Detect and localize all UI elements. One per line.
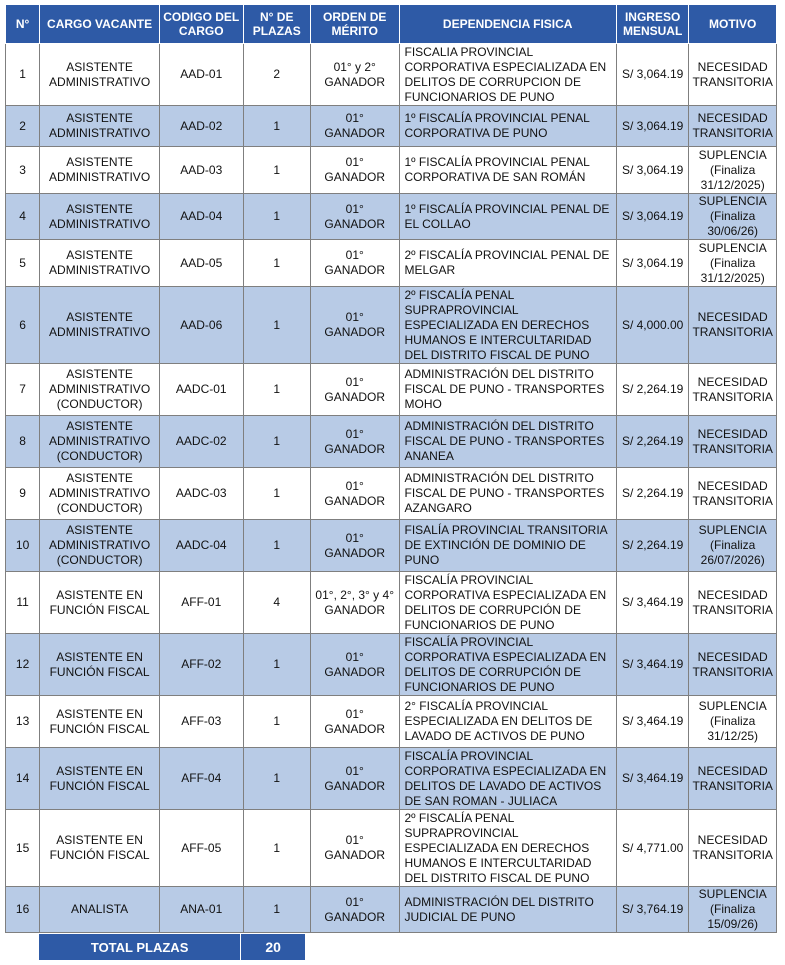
cell-motivo: NECESIDAD TRANSITORIA bbox=[689, 572, 777, 634]
cell-plazas: 1 bbox=[243, 810, 310, 887]
cell-plazas: 4 bbox=[243, 572, 310, 634]
header-ingreso: INGRESO MENSUAL bbox=[616, 5, 688, 44]
cell-orden: 01°, 2°, 3° y 4° GANADOR bbox=[310, 572, 399, 634]
cell-dependencia: FISCALÍA PROVINCIAL CORPORATIVA ESPECIALIZADA EN DELITOS DE CORRUPCIÓN DE FUNCIONARIOS DE PUNO bbox=[399, 572, 616, 634]
cell-dependencia: 1º FISCALÍA PROVINCIAL PENAL CORPORATIVA DE PUNO bbox=[399, 106, 616, 147]
cell-codigo: AADC-03 bbox=[159, 468, 243, 520]
cell-codigo: AFF-05 bbox=[159, 810, 243, 887]
cell-plazas: 1 bbox=[243, 287, 310, 364]
cell-cargo: ASISTENTE ADMINISTRATIVO bbox=[40, 287, 160, 364]
cell-num: 1 bbox=[6, 44, 40, 106]
cell-ingreso: S/ 3,464.19 bbox=[616, 696, 688, 748]
total-plazas-bar bbox=[39, 934, 305, 960]
cell-motivo: NECESIDAD TRANSITORIA bbox=[689, 364, 777, 416]
total-plazas-value: 20 bbox=[241, 934, 305, 960]
cell-motivo: SUPLENCIA (Finaliza 15/09/26) bbox=[689, 887, 777, 933]
header-dependencia: DEPENDENCIA FISICA bbox=[399, 5, 616, 44]
cell-codigo: AAD-06 bbox=[159, 287, 243, 364]
table-row bbox=[6, 287, 777, 364]
cell-plazas: 1 bbox=[243, 887, 310, 933]
cell-ingreso: S/ 3,064.19 bbox=[616, 194, 688, 240]
cell-dependencia: 1º FISCALÍA PROVINCIAL PENAL CORPORATIVA DE SAN ROMÁN bbox=[399, 147, 616, 194]
cell-cargo: ASISTENTE ADMINISTRATIVO bbox=[40, 147, 160, 194]
cell-dependencia: FISALÍA PROVINCIAL TRANSITORIA DE EXTINCIÓN DE DOMINIO DE PUNO bbox=[399, 520, 616, 572]
cell-motivo: NECESIDAD TRANSITORIA bbox=[689, 748, 777, 810]
table-row bbox=[6, 468, 777, 520]
cell-orden: 01° GANADOR bbox=[310, 416, 399, 468]
cell-ingreso: S/ 2,264.19 bbox=[616, 520, 688, 572]
cell-cargo: ASISTENTE ADMINISTRATIVO bbox=[40, 240, 160, 287]
table-row bbox=[6, 240, 777, 287]
cell-ingreso: S/ 3,064.19 bbox=[616, 240, 688, 287]
cell-orden: 01° GANADOR bbox=[310, 364, 399, 416]
cell-orden: 01° GANADOR bbox=[310, 106, 399, 147]
cell-orden: 01° GANADOR bbox=[310, 287, 399, 364]
cell-plazas: 1 bbox=[243, 520, 310, 572]
cell-dependencia: FISCALÍA PROVINCIAL CORPORATIVA ESPECIALIZADA EN DELITOS DE CORRUPCIÓN DE FUNCIONARIOS DE PUNO bbox=[399, 634, 616, 696]
cell-plazas: 2 bbox=[243, 44, 310, 106]
cell-dependencia: 2º FISCALÍA PENAL SUPRAPROVINCIAL ESPECIALIZADA EN DERECHOS HUMANOS E INTERCULTARIDAD DEL DISTRITO FISCAL DE PUNO bbox=[399, 810, 616, 887]
cell-motivo: NECESIDAD TRANSITORIA bbox=[689, 468, 777, 520]
table-row bbox=[6, 364, 777, 416]
cell-orden: 01° GANADOR bbox=[310, 810, 399, 887]
cell-dependencia: 2° FISCALÍA PROVINCIAL ESPECIALIZADA EN DELITOS DE LAVADO DE ACTIVOS DE PUNO bbox=[399, 696, 616, 748]
cell-motivo: SUPLENCIA (Finaliza 31/12/2025) bbox=[689, 147, 777, 194]
cell-codigo: AADC-04 bbox=[159, 520, 243, 572]
cell-cargo: ANALISTA bbox=[40, 887, 160, 933]
table-row bbox=[6, 416, 777, 468]
cell-codigo: AFF-02 bbox=[159, 634, 243, 696]
cell-num: 5 bbox=[6, 240, 40, 287]
cell-codigo: AAD-02 bbox=[159, 106, 243, 147]
cell-cargo: ASISTENTE ADMINISTRATIVO bbox=[40, 44, 160, 106]
cell-codigo: AAD-04 bbox=[159, 194, 243, 240]
cell-cargo: ASISTENTE EN FUNCIÓN FISCAL bbox=[40, 748, 160, 810]
cell-motivo: NECESIDAD TRANSITORIA bbox=[689, 416, 777, 468]
cell-dependencia: 1º FISCALÍA PROVINCIAL PENAL DE EL COLLAO bbox=[399, 194, 616, 240]
cell-cargo: ASISTENTE EN FUNCIÓN FISCAL bbox=[40, 634, 160, 696]
vacancy-table bbox=[5, 4, 777, 933]
cell-motivo: SUPLENCIA (Finaliza 31/12/25) bbox=[689, 696, 777, 748]
cell-plazas: 1 bbox=[243, 416, 310, 468]
table-row bbox=[6, 106, 777, 147]
cell-dependencia: ADMINISTRACIÓN DEL DISTRITO JUDICIAL DE PUNO bbox=[399, 887, 616, 933]
cell-dependencia: ADMINISTRACIÓN DEL DISTRITO FISCAL DE PUNO - TRANSPORTES ANANEA bbox=[399, 416, 616, 468]
cell-codigo: AADC-01 bbox=[159, 364, 243, 416]
cell-codigo: AFF-03 bbox=[159, 696, 243, 748]
cell-plazas: 1 bbox=[243, 364, 310, 416]
cell-num: 7 bbox=[6, 364, 40, 416]
table-row bbox=[6, 147, 777, 194]
header-plazas: N° DE PLAZAS bbox=[243, 5, 310, 44]
cell-plazas: 1 bbox=[243, 634, 310, 696]
cell-ingreso: S/ 2,264.19 bbox=[616, 364, 688, 416]
cell-plazas: 1 bbox=[243, 240, 310, 287]
cell-orden: 01° GANADOR bbox=[310, 194, 399, 240]
cell-ingreso: S/ 3,464.19 bbox=[616, 748, 688, 810]
header-cargo: CARGO VACANTE bbox=[40, 5, 160, 44]
header-row bbox=[6, 5, 777, 44]
cell-orden: 01° GANADOR bbox=[310, 748, 399, 810]
cell-num: 14 bbox=[6, 748, 40, 810]
cell-plazas: 1 bbox=[243, 748, 310, 810]
cell-plazas: 1 bbox=[243, 194, 310, 240]
cell-motivo: SUPLENCIA (Finaliza 31/12/2025) bbox=[689, 240, 777, 287]
cell-num: 3 bbox=[6, 147, 40, 194]
cell-orden: 01° GANADOR bbox=[310, 468, 399, 520]
table-row bbox=[6, 520, 777, 572]
cell-num: 6 bbox=[6, 287, 40, 364]
cell-ingreso: S/ 3,764.19 bbox=[616, 887, 688, 933]
header-num: N° bbox=[6, 5, 40, 44]
cell-plazas: 1 bbox=[243, 696, 310, 748]
cell-codigo: AAD-01 bbox=[159, 44, 243, 106]
cell-num: 8 bbox=[6, 416, 40, 468]
table-row bbox=[6, 44, 777, 106]
header-motivo: MOTIVO bbox=[689, 5, 777, 44]
cell-motivo: SUPLENCIA (Finaliza 30/06/26) bbox=[689, 194, 777, 240]
cell-num: 15 bbox=[6, 810, 40, 887]
cell-ingreso: S/ 4,771.00 bbox=[616, 810, 688, 887]
cell-dependencia: ADMINISTRACIÓN DEL DISTRITO FISCAL DE PUNO - TRANSPORTES AZANGARO bbox=[399, 468, 616, 520]
cell-orden: 01° GANADOR bbox=[310, 887, 399, 933]
cell-codigo: AFF-04 bbox=[159, 748, 243, 810]
cell-num: 4 bbox=[6, 194, 40, 240]
cell-cargo: ASISTENTE EN FUNCIÓN FISCAL bbox=[40, 696, 160, 748]
cell-num: 2 bbox=[6, 106, 40, 147]
header-orden: ORDEN DE MÉRITO bbox=[310, 5, 399, 44]
cell-motivo: NECESIDAD TRANSITORIA bbox=[689, 44, 777, 106]
cell-codigo: ANA-01 bbox=[159, 887, 243, 933]
cell-motivo: SUPLENCIA (Finaliza 26/07/2026) bbox=[689, 520, 777, 572]
cell-ingreso: S/ 2,264.19 bbox=[616, 468, 688, 520]
cell-orden: 01° y 2° GANADOR bbox=[310, 44, 399, 106]
total-plazas-label: TOTAL PLAZAS bbox=[39, 934, 241, 960]
cell-motivo: NECESIDAD TRANSITORIA bbox=[689, 106, 777, 147]
cell-cargo: ASISTENTE ADMINISTRATIVO (CONDUCTOR) bbox=[40, 364, 160, 416]
cell-codigo: AADC-02 bbox=[159, 416, 243, 468]
cell-motivo: NECESIDAD TRANSITORIA bbox=[689, 287, 777, 364]
cell-num: 12 bbox=[6, 634, 40, 696]
cell-plazas: 1 bbox=[243, 468, 310, 520]
cell-orden: 01° GANADOR bbox=[310, 147, 399, 194]
cell-cargo: ASISTENTE EN FUNCIÓN FISCAL bbox=[40, 572, 160, 634]
cell-ingreso: S/ 2,264.19 bbox=[616, 416, 688, 468]
cell-codigo: AAD-03 bbox=[159, 147, 243, 194]
cell-orden: 01° GANADOR bbox=[310, 240, 399, 287]
cell-orden: 01° GANADOR bbox=[310, 696, 399, 748]
cell-cargo: ASISTENTE ADMINISTRATIVO bbox=[40, 106, 160, 147]
cell-orden: 01° GANADOR bbox=[310, 520, 399, 572]
table-row bbox=[6, 634, 777, 696]
cell-dependencia: FISCALIA PROVINCIAL CORPORATIVA ESPECIALIZADA EN DELITOS DE CORRUPCION DE FUNCIONARIOS DE PUNO bbox=[399, 44, 616, 106]
header-codigo: CODIGO DEL CARGO bbox=[159, 5, 243, 44]
cell-num: 16 bbox=[6, 887, 40, 933]
table-row bbox=[6, 572, 777, 634]
cell-ingreso: S/ 4,000.00 bbox=[616, 287, 688, 364]
cell-ingreso: S/ 3,064.19 bbox=[616, 44, 688, 106]
cell-dependencia: ADMINISTRACIÓN DEL DISTRITO FISCAL DE PUNO - TRANSPORTES MOHO bbox=[399, 364, 616, 416]
cell-num: 13 bbox=[6, 696, 40, 748]
cell-num: 10 bbox=[6, 520, 40, 572]
cell-codigo: AFF-01 bbox=[159, 572, 243, 634]
cell-ingreso: S/ 3,064.19 bbox=[616, 106, 688, 147]
table-row bbox=[6, 696, 777, 748]
cell-dependencia: 2º FISCALÍA PROVINCIAL PENAL DE MELGAR bbox=[399, 240, 616, 287]
cell-ingreso: S/ 3,064.19 bbox=[616, 147, 688, 194]
cell-ingreso: S/ 3,464.19 bbox=[616, 634, 688, 696]
cell-orden: 01° GANADOR bbox=[310, 634, 399, 696]
cell-cargo: ASISTENTE ADMINISTRATIVO (CONDUCTOR) bbox=[40, 520, 160, 572]
cell-dependencia: FISCALÍA PROVINCIAL CORPORATIVA ESPECIALIZADA EN DELITOS DE LAVADO DE ACTIVOS DE SAN ROMAN - JULIACA bbox=[399, 748, 616, 810]
cell-cargo: ASISTENTE EN FUNCIÓN FISCAL bbox=[40, 810, 160, 887]
table-row bbox=[6, 810, 777, 887]
cell-cargo: ASISTENTE ADMINISTRATIVO (CONDUCTOR) bbox=[40, 468, 160, 520]
cell-cargo: ASISTENTE ADMINISTRATIVO bbox=[40, 194, 160, 240]
table-row bbox=[6, 887, 777, 933]
cell-num: 11 bbox=[6, 572, 40, 634]
cell-plazas: 1 bbox=[243, 106, 310, 147]
cell-motivo: NECESIDAD TRANSITORIA bbox=[689, 810, 777, 887]
cell-motivo: NECESIDAD TRANSITORIA bbox=[689, 634, 777, 696]
table-row bbox=[6, 748, 777, 810]
cell-ingreso: S/ 3,464.19 bbox=[616, 572, 688, 634]
cell-codigo: AAD-05 bbox=[159, 240, 243, 287]
cell-dependencia: 2º FISCALÍA PENAL SUPRAPROVINCIAL ESPECIALIZADA EN DERECHOS HUMANOS E INTERCULTARIDAD DEL DISTRITO FISCAL DE PUNO bbox=[399, 287, 616, 364]
cell-plazas: 1 bbox=[243, 147, 310, 194]
cell-num: 9 bbox=[6, 468, 40, 520]
cell-cargo: ASISTENTE ADMINISTRATIVO (CONDUCTOR) bbox=[40, 416, 160, 468]
table-row bbox=[6, 194, 777, 240]
